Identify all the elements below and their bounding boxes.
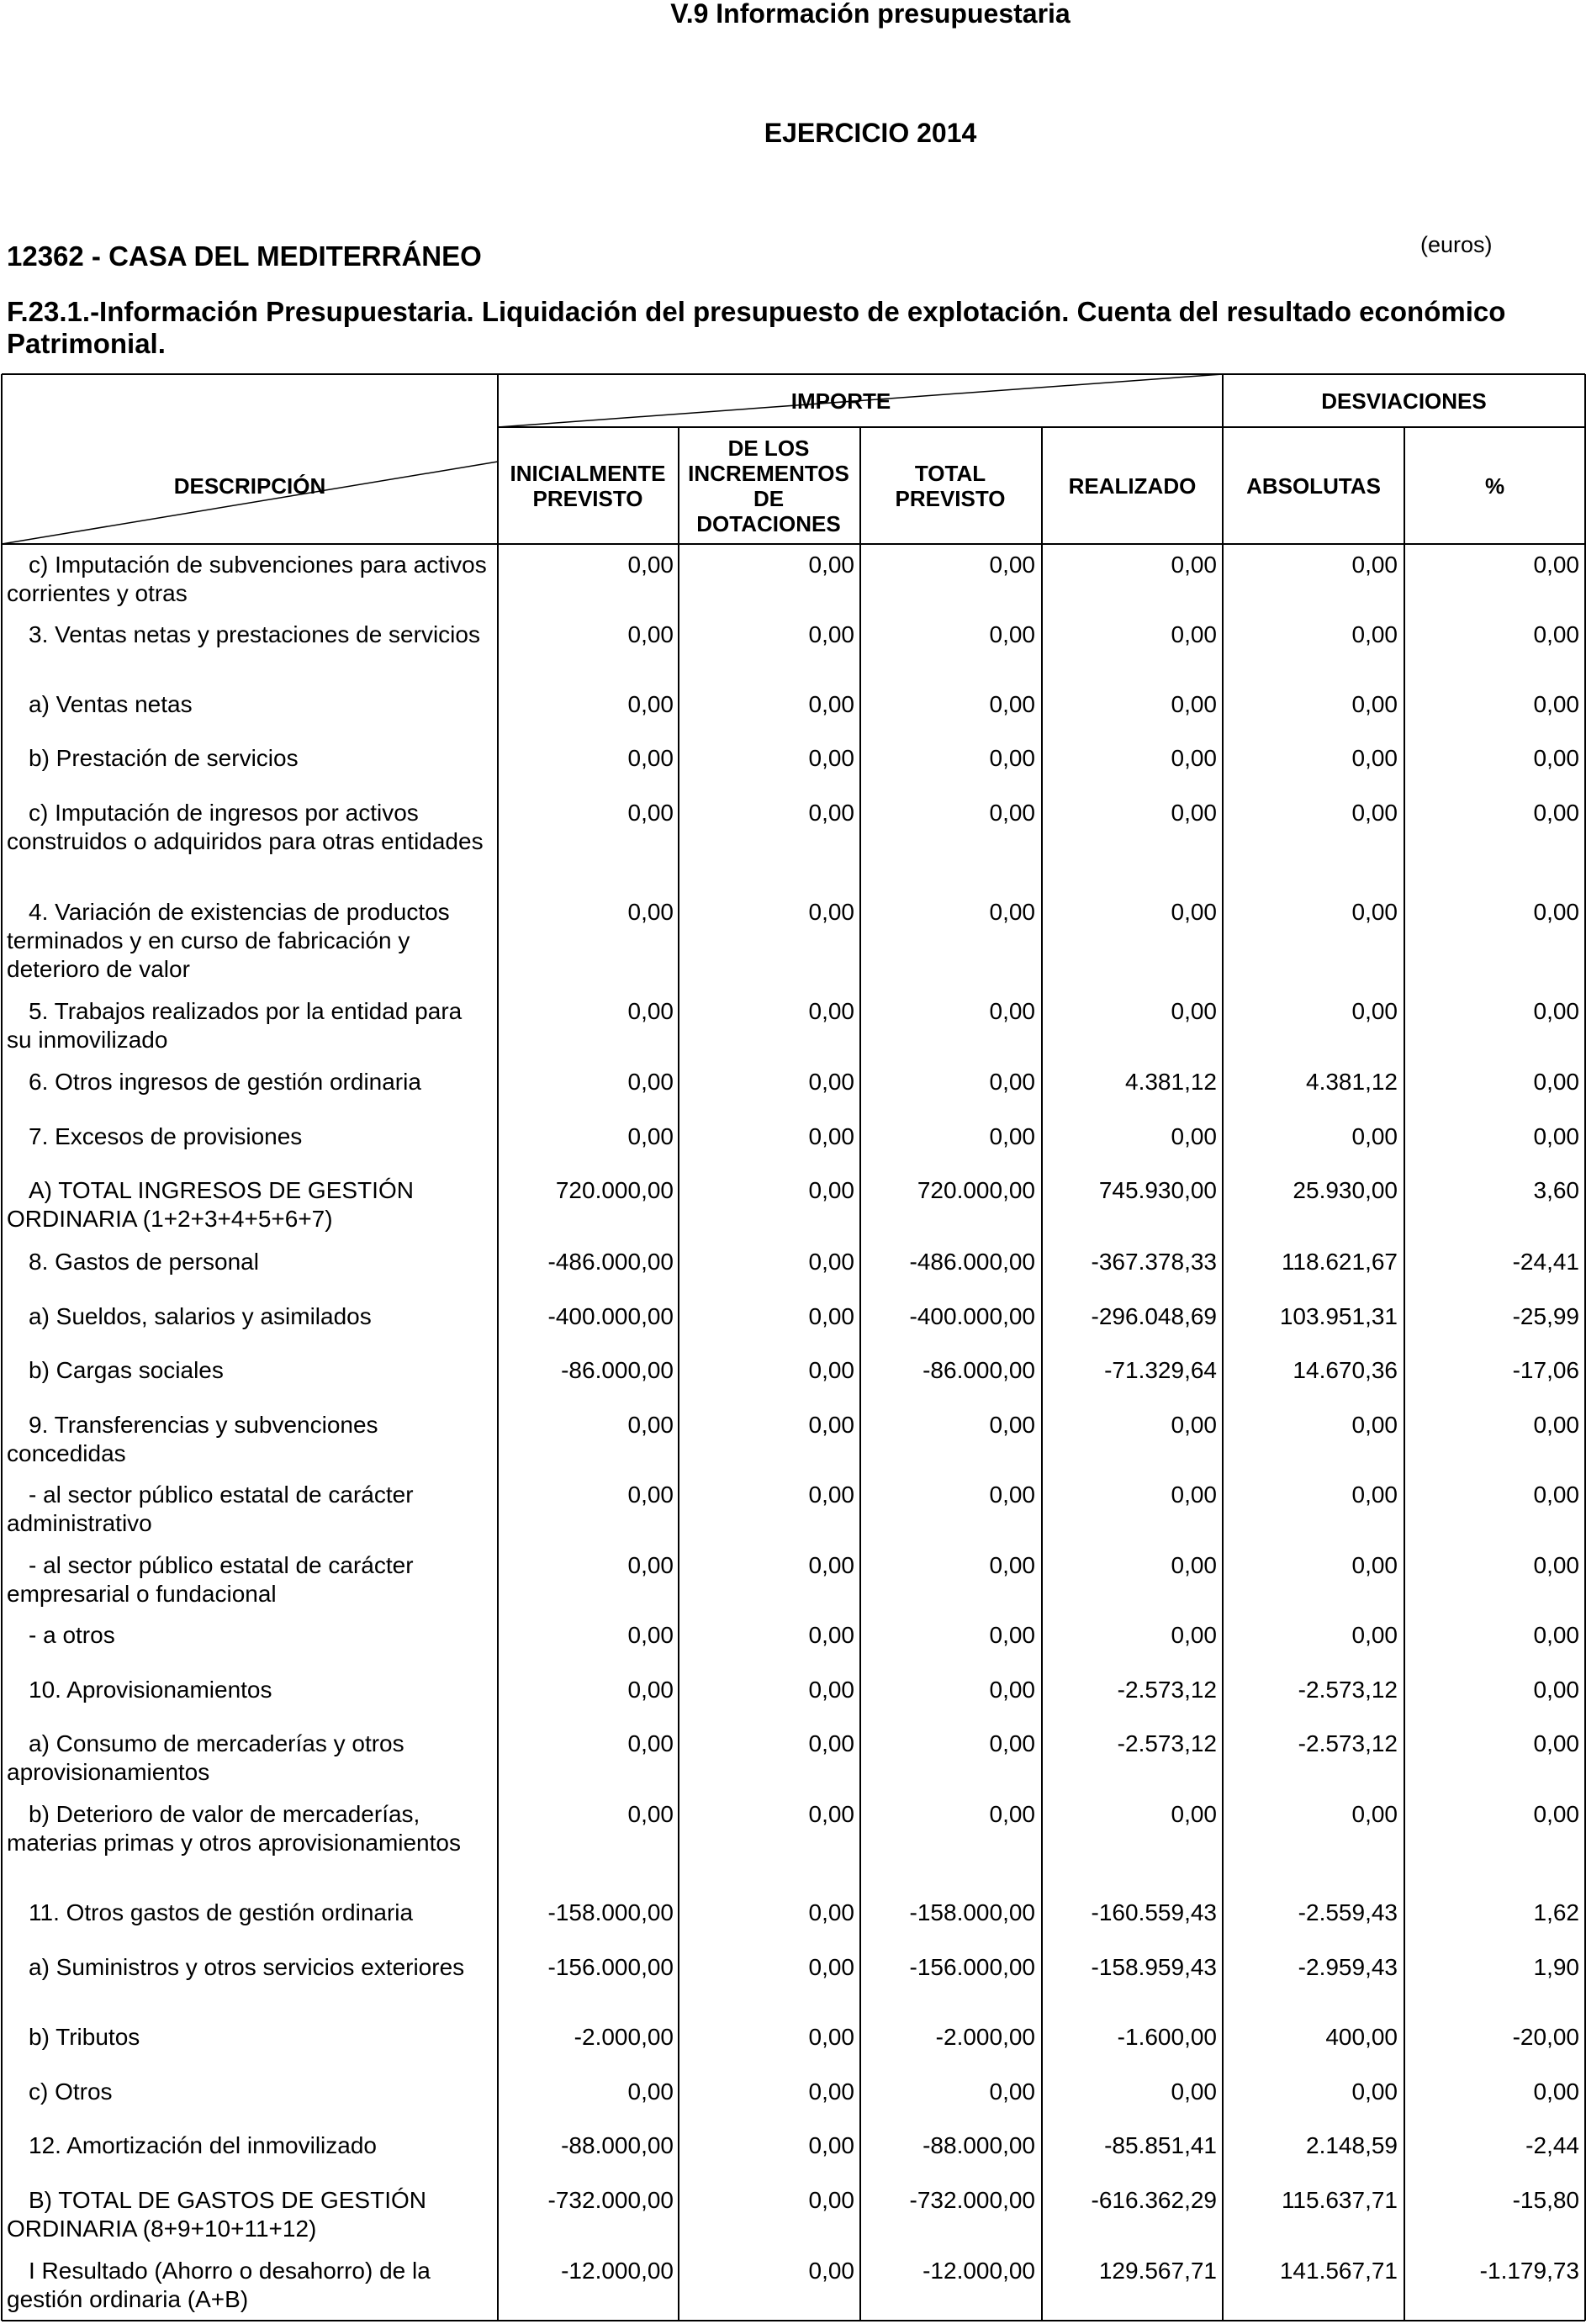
cell-incrementos: 0,00 [808,1412,854,1438]
cell-pct: -20,00 [1512,2024,1579,2050]
row-description: B) TOTAL DE GASTOS DE GESTIÓN ORDINARIA (8+9+10+11+12) [7,2187,426,2242]
cell-incrementos: 0,00 [808,1622,854,1648]
cell-total: -12.000,00 [923,2258,1035,2284]
cell-absolutas: 2.148,59 [1306,2132,1398,2158]
row-description: A) TOTAL INGRESOS DE GESTIÓN ORDINARIA (1+2+3+4+5+6+7) [7,1177,414,1232]
cell-inicial: -12.000,00 [561,2258,674,2284]
cell-pct: 0,00 [1533,1677,1579,1703]
cell-absolutas: -2.573,12 [1298,1677,1398,1703]
cell-absolutas: -2.559,43 [1298,1899,1398,1925]
cell-incrementos: 0,00 [808,1482,854,1508]
row-description: a) Sueldos, salarios y asimilados [29,1303,372,1329]
cell-inicial: 0,00 [627,1677,674,1703]
cell-pct: 0,00 [1533,552,1579,578]
cell-inicial: 0,00 [627,1801,674,1827]
cell-absolutas: 141.567,71 [1279,2258,1398,2284]
cell-pct: 0,00 [1533,998,1579,1024]
cell-absolutas: 115.637,71 [1281,2187,1398,2213]
cell-pct: 0,00 [1533,800,1579,826]
cell-realizado: -158.959,43 [1091,1954,1217,1980]
cell-total: 0,00 [989,1123,1035,1149]
cell-incrementos: 0,00 [808,1303,854,1329]
cell-realizado: 0,00 [1171,1123,1217,1149]
cell-incrementos: 0,00 [808,998,854,1024]
row-description: 9. Transferencias y subvenciones concedidas [7,1412,378,1466]
row-description: 3. Ventas netas y prestaciones de servicios [29,621,480,647]
cell-incrementos: 0,00 [808,2187,854,2213]
cell-inicial: -156.000,00 [547,1954,674,1980]
header-incrementos-dotaciones: DE LOS INCREMENTOS DE DOTACIONES [688,436,849,536]
cell-pct: -2,44 [1525,2132,1579,2158]
row-description: I Resultado (Ahorro o desahorro) de la gestión ordinaria (A+B) [7,2258,431,2312]
fiscal-year-title: EJERCICIO 2014 [764,118,977,148]
cell-total: -732.000,00 [909,2187,1035,2213]
cell-pct: 0,00 [1533,1552,1579,1578]
cell-inicial: 0,00 [627,621,674,647]
cell-absolutas: 0,00 [1351,552,1398,578]
cell-total: 0,00 [989,1622,1035,1648]
row-description: 6. Otros ingresos de gestión ordinaria [29,1069,421,1095]
cell-realizado: 0,00 [1171,1622,1217,1648]
cell-incrementos: 0,00 [808,1177,854,1203]
cell-pct: -25,99 [1512,1303,1579,1329]
row-description: b) Cargas sociales [29,1357,224,1383]
cell-pct: -17,06 [1512,1357,1579,1383]
cell-absolutas: 0,00 [1351,800,1398,826]
cell-total: 0,00 [989,800,1035,826]
row-description: 8. Gastos de personal [29,1249,259,1275]
row-description: 11. Otros gastos de gestión ordinaria [29,1899,414,1925]
cell-realizado: -85.851,41 [1104,2132,1217,2158]
cell-absolutas: 0,00 [1351,998,1398,1024]
cell-total: -86.000,00 [923,1357,1035,1383]
cell-inicial: 0,00 [627,2078,674,2105]
page-title: V.9 Información presupuestaria [670,0,1071,29]
cell-inicial: -400.000,00 [547,1303,674,1329]
cell-pct: 0,00 [1533,1069,1579,1095]
cell-incrementos: 0,00 [808,1552,854,1578]
cell-total: 0,00 [989,1730,1035,1756]
cell-realizado: 0,00 [1171,899,1217,925]
row-description: - a otros [29,1622,115,1648]
cell-absolutas: 0,00 [1351,1801,1398,1827]
cell-realizado: -160.559,43 [1091,1899,1217,1925]
cell-incrementos: 0,00 [808,800,854,826]
cell-total: 0,00 [989,1482,1035,1508]
cell-absolutas: 25.930,00 [1293,1177,1398,1203]
cell-absolutas: 0,00 [1351,2078,1398,2105]
cell-inicial: 0,00 [627,1730,674,1756]
cell-total: -2.000,00 [935,2024,1035,2050]
cell-absolutas: 0,00 [1351,1622,1398,1648]
report-subtitle: F.23.1.-Información Presupuestaria. Liquidación del presupuesto de explotación. Cuenta del resultado económico Patrimonial. [7,296,1506,359]
cell-absolutas: 0,00 [1351,745,1398,771]
cell-inicial: 0,00 [627,691,674,717]
cell-incrementos: 0,00 [808,1677,854,1703]
cell-total: -400.000,00 [909,1303,1035,1329]
cell-pct: 0,00 [1533,745,1579,771]
cell-inicial: -86.000,00 [561,1357,674,1383]
cell-incrementos: 0,00 [808,2258,854,2284]
cell-total: -88.000,00 [923,2132,1035,2158]
cell-absolutas: 14.670,36 [1293,1357,1398,1383]
cell-realizado: -616.362,29 [1091,2187,1217,2213]
row-description: - al sector público estatal de carácter administrativo [7,1482,414,1536]
cell-total: 0,00 [989,552,1035,578]
cell-incrementos: 0,00 [808,1069,854,1095]
cell-realizado: -71.329,64 [1104,1357,1217,1383]
cell-realizado: -2.573,12 [1117,1730,1217,1756]
cell-pct: -24,41 [1512,1249,1579,1275]
cell-incrementos: 0,00 [808,1899,854,1925]
cell-incrementos: 0,00 [808,2132,854,2158]
cell-realizado: 4.381,12 [1125,1069,1217,1095]
cell-pct: 0,00 [1533,1801,1579,1827]
row-description: c) Imputación de subvenciones para activos corrientes y otras [7,552,487,606]
cell-inicial: 0,00 [627,1123,674,1149]
row-description: b) Tributos [29,2024,140,2050]
cell-absolutas: 118.621,67 [1281,1249,1398,1275]
header-total-previsto: TOTAL PREVISTO [895,461,1006,511]
cell-total: -486.000,00 [909,1249,1035,1275]
cell-realizado: 0,00 [1171,800,1217,826]
cell-realizado: 0,00 [1171,998,1217,1024]
cell-realizado: -367.378,33 [1091,1249,1217,1275]
cell-total: 0,00 [989,1069,1035,1095]
cell-incrementos: 0,00 [808,621,854,647]
cell-incrementos: 0,00 [808,1730,854,1756]
cell-realizado: 0,00 [1171,745,1217,771]
header-inicialmente-previsto: INICIALMENTE PREVISTO [510,461,666,511]
cell-total: -156.000,00 [909,1954,1035,1980]
cell-inicial: 720.000,00 [555,1177,674,1203]
cell-inicial: 0,00 [627,1622,674,1648]
cell-inicial: 0,00 [627,1069,674,1095]
cell-absolutas: 4.381,12 [1306,1069,1398,1095]
cell-pct: 0,00 [1533,1412,1579,1438]
cell-realizado: 0,00 [1171,2078,1217,2105]
cell-total: 0,00 [989,1412,1035,1438]
cell-inicial: 0,00 [627,552,674,578]
cell-realizado: 0,00 [1171,1552,1217,1578]
cell-pct: 0,00 [1533,1730,1579,1756]
cell-pct: 0,00 [1533,621,1579,647]
cell-realizado: -296.048,69 [1091,1303,1217,1329]
cell-incrementos: 0,00 [808,1123,854,1149]
row-description: - al sector público estatal de carácter empresarial o fundacional [7,1552,414,1607]
cell-total: 0,00 [989,1677,1035,1703]
row-description: 10. Aprovisionamientos [29,1677,272,1703]
cell-total: 0,00 [989,691,1035,717]
cell-total: 0,00 [989,2078,1035,2105]
header-importe: IMPORTE [790,388,891,414]
cell-pct: 1,90 [1533,1954,1579,1980]
cell-incrementos: 0,00 [808,1357,854,1383]
cell-inicial: 0,00 [627,998,674,1024]
header-realizado: REALIZADO [1068,473,1197,499]
cell-total: -158.000,00 [909,1899,1035,1925]
cell-incrementos: 0,00 [808,1249,854,1275]
cell-total: 0,00 [989,745,1035,771]
cell-pct: 3,60 [1533,1177,1579,1203]
cell-incrementos: 0,00 [808,691,854,717]
cell-pct: -1.179,73 [1479,2258,1579,2284]
cell-inicial: -486.000,00 [547,1249,674,1275]
header-absolutas: ABSOLUTAS [1246,473,1381,499]
row-description: a) Ventas netas [29,691,193,717]
cell-inicial: 0,00 [627,800,674,826]
entity-name: 12362 - CASA DEL MEDITERRÁNEO [7,240,482,272]
cell-realizado: 0,00 [1171,1801,1217,1827]
cell-pct: 0,00 [1533,2078,1579,2105]
cell-absolutas: -2.959,43 [1298,1954,1398,1980]
cell-pct: -15,80 [1512,2187,1579,2213]
cell-absolutas: 103.951,31 [1279,1303,1398,1329]
cell-realizado: 0,00 [1171,691,1217,717]
cell-absolutas: -2.573,12 [1298,1730,1398,1756]
cell-absolutas: 400,00 [1325,2024,1398,2050]
cell-pct: 0,00 [1533,1123,1579,1149]
row-description: c) Otros [29,2078,113,2105]
cell-incrementos: 0,00 [808,899,854,925]
cell-inicial: -732.000,00 [547,2187,674,2213]
row-description: a) Consumo de mercaderías y otros aprovisionamientos [7,1730,404,1785]
cell-absolutas: 0,00 [1351,1123,1398,1149]
row-description: 12. Amortización del inmovilizado [29,2132,377,2158]
cell-incrementos: 0,00 [808,2024,854,2050]
row-description: b) Prestación de servicios [29,745,299,771]
cell-incrementos: 0,00 [808,745,854,771]
cell-inicial: -2.000,00 [574,2024,674,2050]
cell-total: 0,00 [989,1801,1035,1827]
cell-realizado: -2.573,12 [1117,1677,1217,1703]
cell-realizado: 0,00 [1171,1412,1217,1438]
cell-pct: 0,00 [1533,899,1579,925]
currency-unit: (euros) [1420,232,1493,257]
cell-incrementos: 0,00 [808,2078,854,2105]
cell-pct: 1,62 [1533,1899,1579,1925]
cell-total: 0,00 [989,1552,1035,1578]
row-description: 7. Excesos de provisiones [29,1123,303,1149]
cell-incrementos: 0,00 [808,1801,854,1827]
cell-pct: 0,00 [1533,1482,1579,1508]
cell-total: 0,00 [989,899,1035,925]
cell-absolutas: 0,00 [1351,1412,1398,1438]
cell-absolutas: 0,00 [1351,621,1398,647]
row-description: c) Imputación de ingresos por activos construidos o adquiridos para otras entidades [7,800,484,854]
cell-total: 0,00 [989,621,1035,647]
cell-total: 0,00 [989,998,1035,1024]
cell-realizado: 745.930,00 [1098,1177,1217,1203]
row-description: 4. Variación de existencias de productos terminados y en curso de fabricación y deterioro de valor [7,899,450,982]
cell-inicial: 0,00 [627,1412,674,1438]
row-description: a) Suministros y otros servicios exteriores [29,1954,465,1980]
cell-realizado: 0,00 [1171,621,1217,647]
cell-inicial: 0,00 [627,899,674,925]
cell-realizado: -1.600,00 [1117,2024,1217,2050]
cell-incrementos: 0,00 [808,1954,854,1980]
cell-total: 720.000,00 [917,1177,1035,1203]
cell-realizado: 0,00 [1171,1482,1217,1508]
cell-inicial: 0,00 [627,1552,674,1578]
cell-absolutas: 0,00 [1351,1552,1398,1578]
row-description: 5. Trabajos realizados por la entidad para su inmovilizado [7,998,463,1053]
header-porcentaje: % [1484,473,1505,499]
cell-absolutas: 0,00 [1351,1482,1398,1508]
cell-pct: 0,00 [1533,691,1579,717]
cell-pct: 0,00 [1533,1622,1579,1648]
cell-absolutas: 0,00 [1351,899,1398,925]
header-descripcion: DESCRIPCIÓN [173,473,326,499]
cell-inicial: -158.000,00 [547,1899,674,1925]
row-description: b) Deterioro de valor de mercaderías, materias primas y otros aprovisionamientos [7,1801,461,1856]
header-desviaciones: DESVIACIONES [1321,388,1487,414]
cell-inicial: -88.000,00 [561,2132,674,2158]
cell-incrementos: 0,00 [808,552,854,578]
cell-absolutas: 0,00 [1351,691,1398,717]
cell-inicial: 0,00 [627,745,674,771]
cell-realizado: 0,00 [1171,552,1217,578]
cell-realizado: 129.567,71 [1098,2258,1217,2284]
cell-inicial: 0,00 [627,1482,674,1508]
